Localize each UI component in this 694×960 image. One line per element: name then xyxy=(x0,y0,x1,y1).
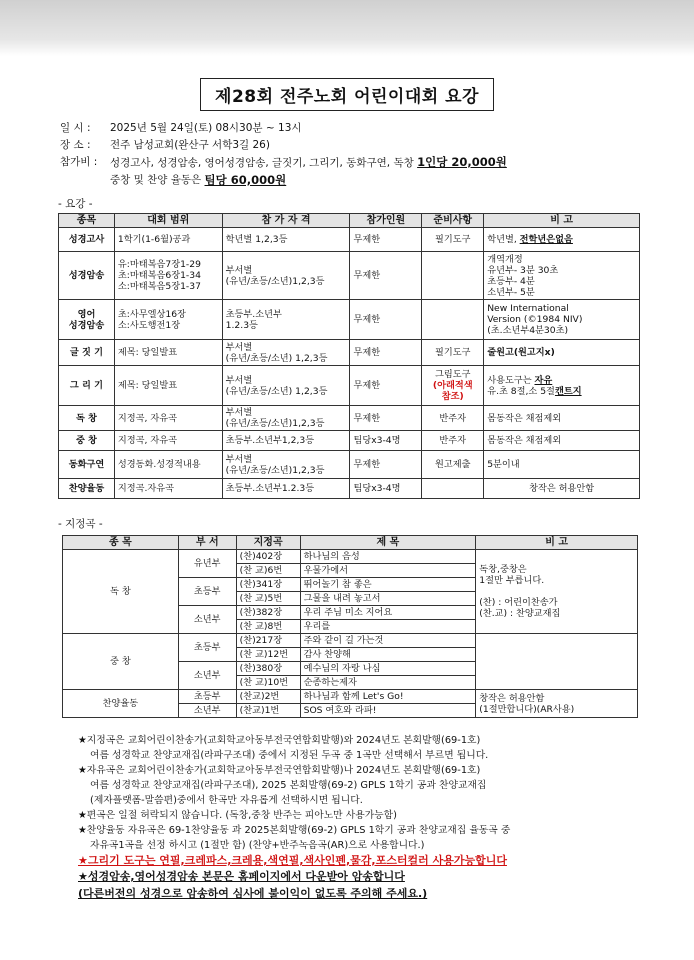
event-name: 성경고사 xyxy=(59,228,115,252)
song-title: 뛰어놀기 참 좋은 xyxy=(300,578,476,592)
section-heading-rules: - 요강 - xyxy=(58,198,93,210)
song-no: (찬교)1번 xyxy=(236,704,300,718)
event-range: 제목: 당일발표 xyxy=(114,340,222,366)
event-dance: 찬양율동 xyxy=(63,690,179,718)
event-qual: 부서별 (유년/초등/소년)1,2,3등 xyxy=(222,406,350,431)
event-range: 성경동화.성경적내용 xyxy=(114,451,222,479)
event-count: 무제한 xyxy=(350,406,422,431)
event-name: 영어 성경암송 xyxy=(59,300,115,340)
songs-header-row xyxy=(63,536,638,550)
table-row xyxy=(59,451,640,479)
event-range: 지정곡, 자유곡 xyxy=(114,431,222,451)
event-prep xyxy=(422,366,484,406)
dept-teen: 소년부 xyxy=(178,704,236,718)
rules-header-row xyxy=(59,214,640,228)
note-line: (제자플랫폼-말씀편)중에서 한곡만 자유롭게 선택하시면 됩니다. xyxy=(90,795,363,806)
note-memorization-warning: (다른버전의 성경으로 암송하여 심사에 불이익이 없도록 주의해 주세요.) xyxy=(78,887,428,900)
info-place xyxy=(60,137,660,154)
event-qual: 학년별 1,2,3등 xyxy=(222,228,350,252)
header-cell: 지정곡 xyxy=(236,536,300,550)
rules-table xyxy=(58,213,640,499)
table-row xyxy=(59,406,640,431)
event-note: New International Version (©1984 NIV) (초.소년부4분30초) xyxy=(484,300,640,340)
table-row xyxy=(59,479,640,499)
solo-note: 독창,중창은 1절만 부릅니다. (찬) : 어린이찬송가 (찬.교) : 찬양교재집 xyxy=(476,550,638,634)
event-count: 무제한 xyxy=(350,366,422,406)
prep-red-note: (아래적색 참조) xyxy=(432,380,473,402)
header-cell: 대회 범위 xyxy=(114,214,222,228)
event-qual: 부서별 (유년/초등/소년) 1,2,3등 xyxy=(222,340,350,366)
song-no: (찬)402장 xyxy=(236,550,300,564)
table-row xyxy=(63,634,638,648)
table-row xyxy=(63,690,638,704)
event-count: 무제한 xyxy=(350,300,422,340)
event-range: 제목: 당일발표 xyxy=(114,366,222,406)
fee-bold: 1인당 20,000원 xyxy=(417,155,507,169)
header-cell: 비 고 xyxy=(476,536,638,550)
event-count: 팀당x3-4명 xyxy=(350,431,422,451)
dept-teen: 소년부 xyxy=(178,662,236,690)
song-title: 우리를 xyxy=(300,620,476,634)
place-label: 장 소 : xyxy=(60,139,91,151)
event-note: 몸동작은 채점제외 xyxy=(484,431,640,451)
info-fee-team xyxy=(60,172,660,189)
event-qual: 부서별 (유년/초등/소년)1,2,3등 xyxy=(222,252,350,300)
event-qual: 초등부.소년부1,2,3등 xyxy=(222,431,350,451)
event-qual: 초등부.소년부1.2.3등 xyxy=(222,479,350,499)
event-note: 몸동작은 채점제외 xyxy=(484,406,640,431)
event-name: 그 리 기 xyxy=(59,366,115,406)
song-title: 그물을 내려 놓고서 xyxy=(300,592,476,606)
event-note: 5분이내 xyxy=(484,451,640,479)
event-name: 동화구연 xyxy=(59,451,115,479)
event-range: 1학기(1-6월)공과 xyxy=(114,228,222,252)
header-cell: 참 가 자 격 xyxy=(222,214,350,228)
fee-value: 성경고사, 성경암송, 영어성경암송, 글짓기, 그리기, 동화구연, 독창 xyxy=(110,157,414,169)
prep-text: 그림도구 xyxy=(434,369,471,380)
dept-elem: 초등부 xyxy=(178,578,236,606)
fee2-value: 중창 및 찬양 율동은 xyxy=(110,174,202,186)
event-name: 성경암송 xyxy=(59,252,115,300)
fee2-bold: 팀당 60,000원 xyxy=(204,173,287,187)
song-no: (찬 교)10번 xyxy=(236,676,300,690)
song-title: 우물가에서 xyxy=(300,564,476,578)
dept-youth: 유년부 xyxy=(178,550,236,578)
song-no: (찬)341장 xyxy=(236,578,300,592)
info-date xyxy=(60,120,660,137)
song-no: (찬)380장 xyxy=(236,662,300,676)
song-no: (찬)217장 xyxy=(236,634,300,648)
event-count: 무제한 xyxy=(350,451,422,479)
title-area xyxy=(0,78,694,111)
dept-elem: 초등부 xyxy=(178,690,236,704)
event-name: 독 창 xyxy=(59,406,115,431)
song-no: (찬 교)6번 xyxy=(236,564,300,578)
note-line: 자유곡1곡을 선정 하시고 (1절만 함) (찬양+반주녹음곡(AR)으로 사용합니다.) xyxy=(90,840,425,851)
note-line: ★지정곡은 교회어린이찬송가(교회학교아동부전국연합회발행)와 2024년도 본회발행(69-1호) xyxy=(78,735,481,746)
event-prep: 필기도구 xyxy=(422,228,484,252)
dance-note: 창작은 허용안함 (1절만합니다)(AR사용) xyxy=(476,690,638,718)
duet-note xyxy=(476,634,638,690)
note-text: 유.초 8절,소 5절 xyxy=(487,385,555,397)
note-line: 여름 성경학교 찬양교재집(라파구조대), 2025 본회발행(69-2) GPLS 1학기 공과 찬양교재집 xyxy=(90,780,487,791)
header-cell: 참가인원 xyxy=(350,214,422,228)
event-prep: 필기도구 xyxy=(422,340,484,366)
note-emphasis: 전학년은없음 xyxy=(519,234,573,245)
note-line: 여름 성경학교 찬양교재집(라파구조대) 중에서 지정된 두곡 중 1곡만 선택해서 부르면 됩니다. xyxy=(90,750,489,761)
date-label: 일 시 : xyxy=(60,122,91,134)
song-no: (찬 교)8번 xyxy=(236,620,300,634)
event-note: 줄원고(원고지x) xyxy=(484,340,640,366)
event-prep xyxy=(422,300,484,340)
note-drawing-tools: ★그리기 도구는 연필,크레파스,크레용,색연필,색사인펜,물감,포스터컬러 사용가능합니다 xyxy=(78,854,507,867)
page-title: 제28회 전주노회 어린이대회 요강 xyxy=(200,78,494,111)
note-emphasis: 자유 xyxy=(534,374,553,386)
event-count: 무제한 xyxy=(350,252,422,300)
song-no: (찬 교)5번 xyxy=(236,592,300,606)
table-row xyxy=(59,228,640,252)
song-title: 순종하는제자 xyxy=(300,676,476,690)
song-no: (찬교)2번 xyxy=(236,690,300,704)
header-cell: 종 목 xyxy=(63,536,179,550)
event-qual: 초등부.소년부 1.2.3등 xyxy=(222,300,350,340)
info-fee xyxy=(60,154,660,172)
note-emphasis: 캔트지 xyxy=(554,385,582,397)
songs-table xyxy=(62,535,638,718)
event-prep: 원고제출 xyxy=(422,451,484,479)
note-memorization: ★성경암송,영어성경암송 본문은 홈페이지에서 다운받아 암송합니다 xyxy=(78,870,405,883)
event-prep xyxy=(422,252,484,300)
table-row xyxy=(59,431,640,451)
event-name: 글 짓 기 xyxy=(59,340,115,366)
note-line: ★자유곡은 교회어린이찬송가(교회학교아동부전국연합회발행)나 2024년도 본회발행(69-1호) xyxy=(78,765,481,776)
song-title: 우리 주님 미소 지어요 xyxy=(300,606,476,620)
dept-elem: 초등부 xyxy=(178,634,236,662)
event-note xyxy=(484,228,640,252)
note-text: 학년별, xyxy=(487,234,517,245)
song-no: (찬)382장 xyxy=(236,606,300,620)
event-count: 팀당x3-4명 xyxy=(350,479,422,499)
event-prep xyxy=(422,479,484,499)
event-qual: 부서별 (유년/초등/소년) 1,2,3등 xyxy=(222,366,350,406)
event-note xyxy=(484,366,640,406)
header-cell: 종목 xyxy=(59,214,115,228)
song-title: 하나님과 함께 Let's Go! xyxy=(300,690,476,704)
song-title: 주와 같이 길 가는것 xyxy=(300,634,476,648)
notes-section xyxy=(78,733,638,902)
header-cell: 제 목 xyxy=(300,536,476,550)
song-no: (찬 교)12번 xyxy=(236,648,300,662)
table-row xyxy=(59,340,640,366)
event-range: 유:마태복음7장1-29 초:마태복음6장1-34 소:마태복음5장1-37 xyxy=(114,252,222,300)
top-shadow-bar xyxy=(0,0,694,56)
date-value: 2025년 5월 24일(토) 08시30분 ~ 13시 xyxy=(110,122,302,134)
note-line: ★편곡은 일절 허락되지 않습니다. (독창,중창 반주는 피아노만 사용가능함) xyxy=(78,810,397,821)
section-heading-songs: - 지정곡 - xyxy=(58,518,103,530)
song-title: SOS 여호와 라파! xyxy=(300,704,476,718)
event-name: 찬양율동 xyxy=(59,479,115,499)
event-count: 무제한 xyxy=(350,228,422,252)
event-count: 무제한 xyxy=(350,340,422,366)
table-row xyxy=(59,252,640,300)
note-text: 사용도구는 xyxy=(487,374,532,386)
event-range: 지정곡.자유곡 xyxy=(114,479,222,499)
table-row xyxy=(59,366,640,406)
event-range: 지정곡, 자유곡 xyxy=(114,406,222,431)
header-cell: 비 고 xyxy=(484,214,640,228)
song-title: 예수님의 자랑 나심 xyxy=(300,662,476,676)
header-cell: 준비사항 xyxy=(422,214,484,228)
event-name: 중 창 xyxy=(59,431,115,451)
event-prep: 반주자 xyxy=(422,431,484,451)
place-value: 전주 남성교회(완산구 서학3길 26) xyxy=(110,139,270,151)
table-row xyxy=(63,550,638,564)
fee-label: 참가비 : xyxy=(60,156,98,168)
event-range: 초:사무엘상16장 소:사도행전1장 xyxy=(114,300,222,340)
event-qual: 부서별 (유년/초등/소년)1,2,3등 xyxy=(222,451,350,479)
event-duet: 중 창 xyxy=(63,634,179,690)
song-title: 감사 찬양해 xyxy=(300,648,476,662)
dept-teen: 소년부 xyxy=(178,606,236,634)
song-title: 하나님의 음성 xyxy=(300,550,476,564)
event-note: 개역개정 유년부- 3분 30초 초등부- 4분 소년부- 5분 xyxy=(484,252,640,300)
note-line: ★찬양율동 자유곡은 69-1찬양율동 과 2025본회발행(69-2) GPLS 1학기 공과 찬양교재집 율동곡 중 xyxy=(78,825,511,836)
table-row xyxy=(59,300,640,340)
event-solo: 독 창 xyxy=(63,550,179,634)
event-prep: 반주자 xyxy=(422,406,484,431)
event-info xyxy=(60,120,660,189)
event-note: 창작은 허용안함 xyxy=(484,479,640,499)
header-cell: 부 서 xyxy=(178,536,236,550)
